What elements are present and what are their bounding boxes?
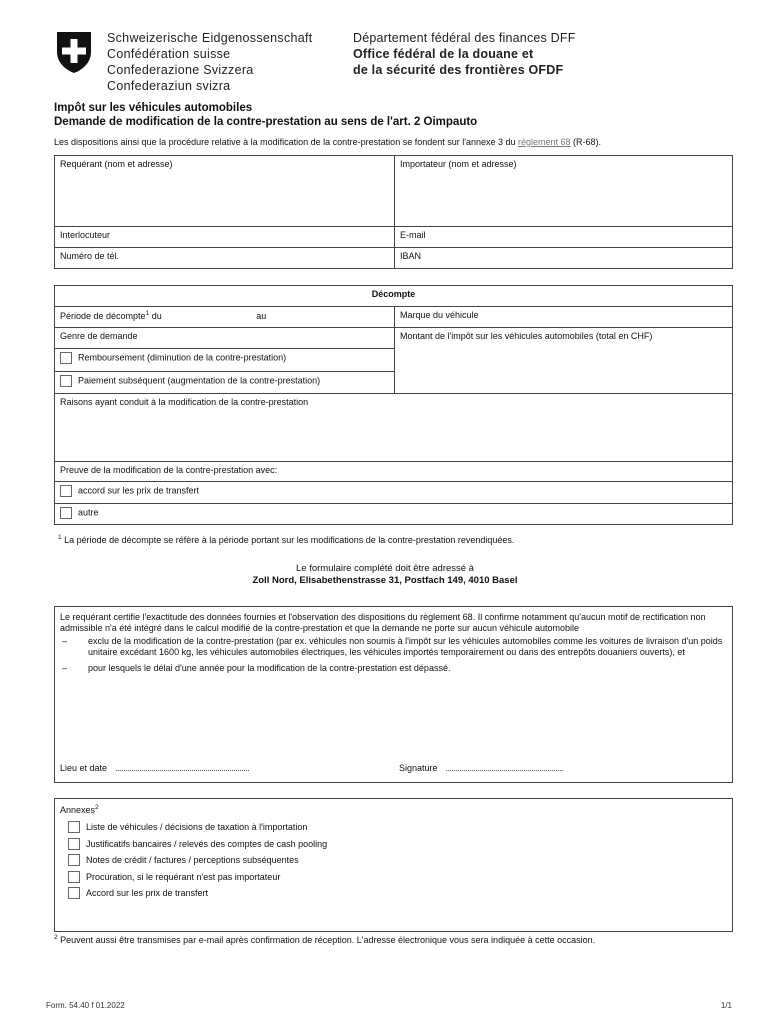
periode-au-label: au [256,311,267,321]
annex-label: Accord sur les prix de transfert [86,888,209,899]
telephone-field[interactable] [55,248,395,269]
raisons-label: Raisons ayant conduit à la modification de la contre-prestation [60,397,309,407]
intro-before: Les dispositions ainsi que la procédure relative à la modification de la contre-prestation se fondent sur l'annexe 3 du [54,137,518,147]
certification-item-2-text: pour lesquels le délai d'une année pour la modification de la contre-prestation est dépassé. [88,663,451,673]
autre-checkbox[interactable] [60,507,72,519]
annexes-box [54,798,733,932]
iban-label: IBAN [400,251,422,261]
department-name: Département fédéral des finances DFF [353,31,576,45]
periode-footnote-ref: 1 [145,310,150,317]
mailing-address [0,563,770,587]
genre-label: Genre de demande [60,331,138,341]
address-line: Zoll Nord, Elisabethenstrasse 31, Postfach 149, 4010 Basel [252,575,518,586]
certification-text: Le requérant certifie l'exactitude des données fournies et l'observation des dispositions du règlement 68. Il confirme notamment qu'aucun motif de rectification non admissible n'a été intégré dans le calcul modifié de la contre-prestation et que la demande ne porte sur aucun véhicule automobile [60,612,706,633]
requerant-label: Requérant (nom et adresse) [60,159,173,169]
title-line1: Impôt sur les véhicules automobiles [54,102,253,114]
preuve-label: Preuve de la modification de la contre-prestation avec: [60,465,278,475]
marque-field[interactable] [395,307,733,328]
dash-2: – [62,663,68,673]
intro-text [54,137,601,147]
annex-item[interactable] [68,819,727,836]
footnote-2 [54,934,595,945]
footnote-2-marker: 2 [54,934,58,941]
genre-demande [55,328,395,349]
telephone-label: Numéro de tél. [60,251,120,261]
accord-option[interactable] [55,482,733,504]
footnote-1-text: La période de décompte se réfère à la période portant sur les modifications de la contre-prestation revendiquées. [61,535,515,545]
periode-du-label: du [149,311,162,321]
confederation-names [107,30,313,94]
annex-label: Procuration, si le requérant n'est pas importateur [86,871,281,882]
annexes-footnote-ref: 2 [95,804,99,811]
confederation-rm: Confederaziun svizra [107,79,231,93]
importateur-label: Importateur (nom et adresse) [400,159,517,169]
annex-item[interactable] [68,885,727,902]
remboursement-label: Remboursement (diminution de la contre-prestation) [78,352,287,363]
montant-field[interactable] [395,328,733,394]
annex-item[interactable] [68,836,727,853]
signature-line: ........................................................... [445,763,564,773]
remboursement-option[interactable] [55,349,395,372]
footnote-1 [58,534,514,545]
paiement-label: Paiement subséquent (augmentation de la contre-prestation) [78,375,321,386]
certification-item-2 [60,663,727,674]
lieu-date-field[interactable] [60,763,249,774]
address-intro: Le formulaire complété doit être adressé à [296,563,474,574]
form-number: Form. 54.40 f 01.2022 [46,1001,125,1010]
montant-label: Montant de l'impôt sur les véhicules automobiles (total en CHF) [400,331,653,341]
certification-item-1-text: exclu de la modification de la contre-prestation (par ex. véhicules non soumis à l'impôt sur les véhicules automobiles comme les voitures de livraison d'un poids unitaire excédant 1600 kg, les véhicules automobiles électriques, les véhicules importés temporairement ou dans des entrepôts douaniers ouverts), et [88,636,723,657]
lieu-date-line: ................................................................... [115,763,250,773]
certification-item-1 [60,636,727,658]
reglement-68-link[interactable]: règlement 68 [518,137,571,147]
preuve-heading [55,462,733,482]
annexes-list [68,819,727,902]
department-block [353,30,576,78]
remboursement-checkbox[interactable] [60,352,72,364]
autre-label: autre [78,507,99,518]
annex-checkbox[interactable] [68,871,80,883]
letterhead [54,30,734,100]
annex-item[interactable] [68,869,727,886]
annex-label: Liste de véhicules / décisions de taxation à l'importation [86,822,308,833]
periode-field[interactable] [55,307,395,328]
certification-box [54,606,733,783]
office-name-line2: de la sécurité des frontières OFDF [353,63,564,77]
annex-checkbox[interactable] [68,854,80,866]
requerant-field[interactable] [55,156,395,227]
intro-after: (R-68). [570,137,602,147]
contact-table [54,155,733,269]
importateur-field[interactable] [395,156,733,227]
paiement-option[interactable] [55,372,395,394]
annex-checkbox[interactable] [68,887,80,899]
annex-checkbox[interactable] [68,838,80,850]
iban-field[interactable] [395,248,733,269]
signature-field[interactable] [399,763,564,774]
annexes-label: Annexes [60,805,96,815]
periode-label: Période de décompte [60,311,146,321]
decompte-heading: Décompte [55,286,733,307]
autre-option[interactable] [55,504,733,525]
footnote-2-text: Peuvent aussi être transmises par e-mail après confirmation de réception. L'adresse électronique vous sera indiquée à cette occasion. [57,935,596,945]
annex-label: Justificatifs bancaires / relevés des comptes de cash pooling [86,838,328,849]
email-label: E-mail [400,230,426,240]
confederation-fr: Confédération suisse [107,47,231,61]
dash-1: – [62,636,68,646]
decompte-table [54,285,733,525]
footnote-1-marker: 1 [58,534,62,541]
page-number: 1/1 [720,1001,732,1010]
office-name-line1: Office fédéral de la douane et [353,47,534,61]
raisons-field[interactable] [55,394,733,462]
email-field[interactable] [395,227,733,248]
title-line2: Demande de modification de la contre-prestation au sens de l'art. 2 Oimpauto [54,116,478,128]
annex-item[interactable] [68,852,727,869]
interlocuteur-field[interactable] [55,227,395,248]
paiement-checkbox[interactable] [60,375,72,387]
marque-label: Marque du véhicule [400,310,479,320]
annex-label: Notes de crédit / factures / perceptions subséquentes [86,855,299,866]
swiss-coat-of-arms-icon [54,30,94,74]
interlocuteur-label: Interlocuteur [60,230,111,240]
form-title [54,101,477,129]
confederation-it: Confederazione Svizzera [107,63,254,77]
annex-checkbox[interactable] [68,821,80,833]
signature-label: Signature [399,763,438,773]
lieu-date-label: Lieu et date [60,763,108,773]
accord-label: accord sur les prix de transfert [78,485,200,496]
accord-checkbox[interactable] [60,485,72,497]
confederation-de: Schweizerische Eidgenossenschaft [107,31,313,45]
